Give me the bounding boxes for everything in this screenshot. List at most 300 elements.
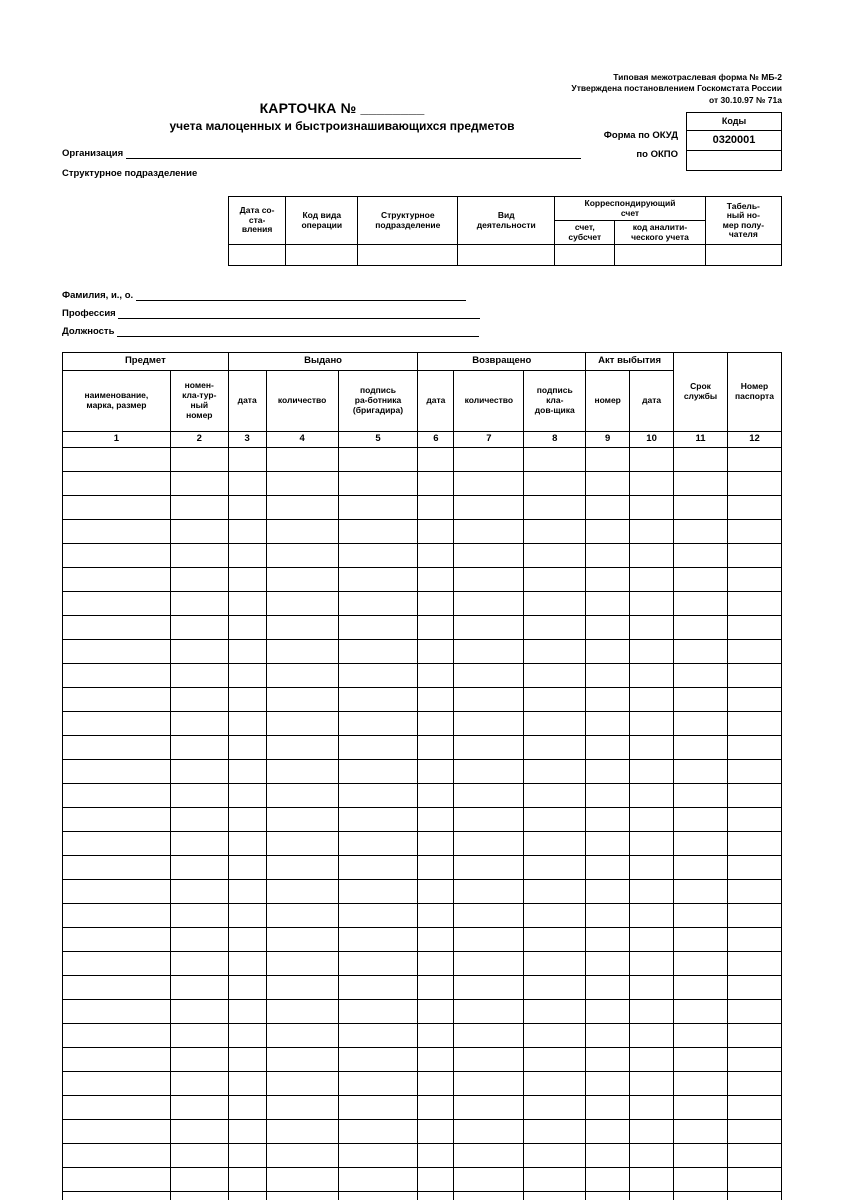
table-cell[interactable] [727,760,781,784]
table-cell[interactable] [338,1096,418,1120]
person-input-fio[interactable] [136,291,466,301]
table-cell[interactable] [266,952,338,976]
table-cell[interactable] [727,448,781,472]
table-cell[interactable] [586,1024,630,1048]
table-cell[interactable] [586,1192,630,1200]
table-cell[interactable] [524,664,586,688]
table-cell[interactable] [727,880,781,904]
table-cell[interactable] [454,688,524,712]
table-cell[interactable] [524,784,586,808]
table-cell[interactable] [418,544,454,568]
table-cell[interactable] [674,544,728,568]
table-cell[interactable] [338,856,418,880]
table-cell[interactable] [454,616,524,640]
table-cell[interactable] [170,1120,228,1144]
table-cell[interactable] [418,712,454,736]
table-cell[interactable] [266,880,338,904]
table-cell[interactable] [418,1144,454,1168]
table-cell[interactable] [727,1192,781,1200]
table-cell[interactable] [170,832,228,856]
table-cell[interactable] [338,664,418,688]
table-cell[interactable] [630,520,674,544]
table-cell[interactable] [266,784,338,808]
table-cell[interactable] [524,520,586,544]
table-cell[interactable] [630,784,674,808]
table-cell[interactable] [63,856,171,880]
table-cell[interactable] [228,1192,266,1200]
table-cell[interactable] [524,928,586,952]
table-cell[interactable] [418,496,454,520]
table-cell[interactable] [586,688,630,712]
table-cell[interactable] [170,520,228,544]
table-cell[interactable] [170,928,228,952]
table-cell[interactable] [630,1168,674,1192]
table-cell[interactable] [338,472,418,496]
table-cell[interactable] [63,952,171,976]
table-cell[interactable] [674,1120,728,1144]
table-cell[interactable] [727,616,781,640]
table-cell[interactable] [524,544,586,568]
table-cell[interactable] [266,712,338,736]
table-cell[interactable] [170,1144,228,1168]
table-cell[interactable] [170,760,228,784]
table-cell[interactable] [727,904,781,928]
table-cell[interactable] [630,760,674,784]
table-cell[interactable] [454,640,524,664]
table-cell[interactable] [524,640,586,664]
table-cell[interactable] [338,712,418,736]
table-cell[interactable] [674,952,728,976]
table-cell[interactable] [266,1000,338,1024]
table-cell[interactable] [266,496,338,520]
table-cell[interactable] [338,832,418,856]
table-cell[interactable] [674,832,728,856]
table-cell[interactable] [418,832,454,856]
table-cell[interactable] [63,1168,171,1192]
table-cell[interactable] [228,832,266,856]
table-cell[interactable] [266,544,338,568]
table-cell[interactable] [630,664,674,688]
table-cell[interactable] [418,1168,454,1192]
table-cell[interactable] [170,952,228,976]
table-cell[interactable] [727,1144,781,1168]
table-cell[interactable] [524,880,586,904]
table-cell[interactable] [170,1192,228,1200]
table-cell[interactable] [266,928,338,952]
table-cell[interactable] [228,760,266,784]
table-cell[interactable] [586,664,630,688]
table-cell[interactable] [454,880,524,904]
table-cell[interactable] [674,472,728,496]
table-cell[interactable] [727,808,781,832]
table-cell[interactable] [586,1072,630,1096]
table-cell[interactable] [418,808,454,832]
table-cell[interactable] [586,760,630,784]
table-cell[interactable] [630,496,674,520]
table-cell[interactable] [586,568,630,592]
table-cell[interactable] [338,544,418,568]
table-cell[interactable] [674,928,728,952]
table-cell[interactable] [586,1000,630,1024]
table-cell[interactable] [630,640,674,664]
table-cell[interactable] [228,496,266,520]
table-cell[interactable] [266,904,338,928]
table-cell[interactable] [454,832,524,856]
table-cell[interactable] [674,1168,728,1192]
table-cell[interactable] [338,1120,418,1144]
table-cell[interactable] [228,448,266,472]
table-cell[interactable] [727,1096,781,1120]
table-cell[interactable] [727,736,781,760]
table-cell[interactable] [630,904,674,928]
table-cell[interactable] [228,904,266,928]
table-cell[interactable] [63,736,171,760]
table-cell[interactable] [63,616,171,640]
table-cell[interactable] [338,760,418,784]
table-cell[interactable] [228,544,266,568]
table-cell[interactable] [418,520,454,544]
table-cell[interactable] [266,1072,338,1096]
table-cell[interactable] [63,1024,171,1048]
table-cell[interactable] [454,664,524,688]
table-cell[interactable] [63,496,171,520]
table-cell[interactable] [586,856,630,880]
table-cell[interactable] [228,1072,266,1096]
table-cell[interactable] [418,1120,454,1144]
table-cell[interactable] [727,640,781,664]
table-cell[interactable] [454,496,524,520]
table-cell[interactable] [524,592,586,616]
table-cell[interactable] [454,856,524,880]
table-cell[interactable] [630,1072,674,1096]
table-cell[interactable] [63,1096,171,1120]
table-cell[interactable] [418,448,454,472]
table-cell[interactable] [524,976,586,1000]
table-cell[interactable] [630,832,674,856]
table-cell[interactable] [266,448,338,472]
table-cell[interactable] [630,688,674,712]
table-cell[interactable] [524,760,586,784]
table-cell[interactable] [524,1048,586,1072]
table-cell[interactable] [63,1048,171,1072]
table-cell[interactable] [674,808,728,832]
table-cell[interactable] [454,1048,524,1072]
table-cell[interactable] [674,1096,728,1120]
table-cell[interactable] [63,976,171,1000]
table-cell[interactable] [586,736,630,760]
table-cell[interactable] [674,568,728,592]
table-cell[interactable] [727,568,781,592]
table-cell[interactable] [727,688,781,712]
table-cell[interactable] [170,568,228,592]
table-cell[interactable] [63,1000,171,1024]
table-cell[interactable] [170,640,228,664]
table-cell[interactable] [63,688,171,712]
table-cell[interactable] [586,1168,630,1192]
table-cell[interactable] [266,592,338,616]
table-cell[interactable] [727,1000,781,1024]
table-cell[interactable] [338,1024,418,1048]
table-cell[interactable] [63,904,171,928]
table-cell[interactable] [338,568,418,592]
table-cell[interactable] [228,856,266,880]
table-cell[interactable] [586,712,630,736]
td-structural-subdivision[interactable] [358,245,458,266]
table-cell[interactable] [586,640,630,664]
table-cell[interactable] [727,592,781,616]
table-cell[interactable] [674,664,728,688]
table-cell[interactable] [674,784,728,808]
table-cell[interactable] [266,640,338,664]
table-cell[interactable] [630,712,674,736]
table-cell[interactable] [418,1048,454,1072]
table-cell[interactable] [454,1168,524,1192]
table-cell[interactable] [454,1000,524,1024]
table-cell[interactable] [630,952,674,976]
table-cell[interactable] [630,1192,674,1200]
table-cell[interactable] [170,1048,228,1072]
table-cell[interactable] [170,976,228,1000]
table-cell[interactable] [266,1024,338,1048]
table-cell[interactable] [630,1144,674,1168]
table-cell[interactable] [586,520,630,544]
table-cell[interactable] [266,808,338,832]
table-cell[interactable] [727,1120,781,1144]
table-cell[interactable] [228,1168,266,1192]
table-cell[interactable] [266,568,338,592]
table-cell[interactable] [266,472,338,496]
table-cell[interactable] [170,1072,228,1096]
table-cell[interactable] [338,880,418,904]
table-cell[interactable] [586,448,630,472]
table-cell[interactable] [228,712,266,736]
table-cell[interactable] [266,1168,338,1192]
table-cell[interactable] [228,520,266,544]
table-cell[interactable] [228,592,266,616]
table-cell[interactable] [727,664,781,688]
table-cell[interactable] [170,448,228,472]
table-cell[interactable] [266,664,338,688]
table-cell[interactable] [63,1072,171,1096]
table-cell[interactable] [630,448,674,472]
table-cell[interactable] [63,880,171,904]
table-cell[interactable] [418,736,454,760]
table-cell[interactable] [454,520,524,544]
table-cell[interactable] [170,544,228,568]
table-cell[interactable] [727,976,781,1000]
table-cell[interactable] [228,1000,266,1024]
table-cell[interactable] [338,520,418,544]
table-cell[interactable] [170,1096,228,1120]
table-cell[interactable] [630,1048,674,1072]
table-cell[interactable] [586,1096,630,1120]
table-cell[interactable] [338,688,418,712]
table-cell[interactable] [228,880,266,904]
table-cell[interactable] [338,904,418,928]
table-cell[interactable] [674,1048,728,1072]
table-cell[interactable] [418,472,454,496]
table-cell[interactable] [630,616,674,640]
table-cell[interactable] [338,952,418,976]
table-cell[interactable] [338,808,418,832]
table-cell[interactable] [63,568,171,592]
table-cell[interactable] [727,520,781,544]
table-cell[interactable] [454,904,524,928]
table-cell[interactable] [63,784,171,808]
table-cell[interactable] [228,1024,266,1048]
table-cell[interactable] [674,448,728,472]
table-cell[interactable] [454,808,524,832]
table-cell[interactable] [630,856,674,880]
table-cell[interactable] [266,1096,338,1120]
table-cell[interactable] [586,592,630,616]
table-cell[interactable] [524,1168,586,1192]
table-cell[interactable] [586,976,630,1000]
table-cell[interactable] [727,1048,781,1072]
table-cell[interactable] [586,784,630,808]
table-cell[interactable] [524,712,586,736]
table-cell[interactable] [524,856,586,880]
table-cell[interactable] [418,784,454,808]
table-cell[interactable] [674,976,728,1000]
table-cell[interactable] [228,1048,266,1072]
table-cell[interactable] [630,472,674,496]
table-cell[interactable] [338,496,418,520]
table-cell[interactable] [266,1192,338,1200]
table-cell[interactable] [418,568,454,592]
table-cell[interactable] [338,1000,418,1024]
table-cell[interactable] [454,544,524,568]
td-analytic-code[interactable] [615,245,705,266]
table-cell[interactable] [170,1024,228,1048]
table-cell[interactable] [674,640,728,664]
table-cell[interactable] [228,616,266,640]
table-cell[interactable] [674,712,728,736]
table-cell[interactable] [266,688,338,712]
table-cell[interactable] [524,1120,586,1144]
table-cell[interactable] [586,880,630,904]
table-cell[interactable] [454,928,524,952]
table-cell[interactable] [418,928,454,952]
table-cell[interactable] [674,616,728,640]
table-cell[interactable] [524,736,586,760]
table-cell[interactable] [418,1000,454,1024]
table-cell[interactable] [228,640,266,664]
table-cell[interactable] [170,904,228,928]
table-cell[interactable] [454,1192,524,1200]
table-cell[interactable] [170,808,228,832]
td-account-subaccount[interactable] [555,245,615,266]
td-operation-code[interactable] [286,245,358,266]
table-cell[interactable] [63,664,171,688]
table-cell[interactable] [418,664,454,688]
table-cell[interactable] [266,856,338,880]
table-cell[interactable] [630,592,674,616]
table-cell[interactable] [454,1120,524,1144]
table-cell[interactable] [630,736,674,760]
table-cell[interactable] [338,1168,418,1192]
table-cell[interactable] [418,688,454,712]
table-cell[interactable] [266,1120,338,1144]
table-cell[interactable] [418,760,454,784]
table-cell[interactable] [338,1192,418,1200]
table-cell[interactable] [228,928,266,952]
table-cell[interactable] [418,1096,454,1120]
table-cell[interactable] [586,904,630,928]
table-cell[interactable] [266,1048,338,1072]
table-cell[interactable] [454,712,524,736]
table-cell[interactable] [630,976,674,1000]
table-cell[interactable] [266,736,338,760]
table-cell[interactable] [727,952,781,976]
table-cell[interactable] [454,1096,524,1120]
table-cell[interactable] [630,544,674,568]
person-input-profession[interactable] [118,309,480,319]
table-cell[interactable] [586,544,630,568]
table-cell[interactable] [630,928,674,952]
table-cell[interactable] [228,736,266,760]
table-cell[interactable] [674,1072,728,1096]
table-cell[interactable] [727,856,781,880]
table-cell[interactable] [418,1192,454,1200]
table-cell[interactable] [228,568,266,592]
table-cell[interactable] [170,688,228,712]
table-cell[interactable] [228,688,266,712]
table-cell[interactable] [418,952,454,976]
table-cell[interactable] [454,736,524,760]
table-cell[interactable] [228,952,266,976]
table-cell[interactable] [674,520,728,544]
table-cell[interactable] [170,496,228,520]
table-cell[interactable] [170,1000,228,1024]
table-cell[interactable] [524,568,586,592]
td-activity-type[interactable] [458,245,555,266]
table-cell[interactable] [266,976,338,1000]
table-cell[interactable] [338,928,418,952]
table-cell[interactable] [727,784,781,808]
table-cell[interactable] [418,1072,454,1096]
table-cell[interactable] [586,1120,630,1144]
table-cell[interactable] [524,952,586,976]
table-cell[interactable] [63,760,171,784]
table-cell[interactable] [266,832,338,856]
table-cell[interactable] [454,472,524,496]
table-cell[interactable] [228,1096,266,1120]
table-cell[interactable] [63,1144,171,1168]
table-cell[interactable] [228,784,266,808]
table-cell[interactable] [727,928,781,952]
table-cell[interactable] [454,976,524,1000]
table-cell[interactable] [418,976,454,1000]
table-cell[interactable] [418,880,454,904]
table-cell[interactable] [228,472,266,496]
table-cell[interactable] [170,880,228,904]
table-cell[interactable] [524,1000,586,1024]
table-cell[interactable] [630,1000,674,1024]
table-cell[interactable] [63,1192,171,1200]
table-cell[interactable] [338,448,418,472]
table-cell[interactable] [630,1096,674,1120]
table-cell[interactable] [63,544,171,568]
table-cell[interactable] [418,640,454,664]
table-cell[interactable] [338,1144,418,1168]
table-cell[interactable] [586,1048,630,1072]
table-cell[interactable] [524,1192,586,1200]
table-cell[interactable] [228,664,266,688]
table-cell[interactable] [170,592,228,616]
table-cell[interactable] [524,1024,586,1048]
table-cell[interactable] [674,688,728,712]
